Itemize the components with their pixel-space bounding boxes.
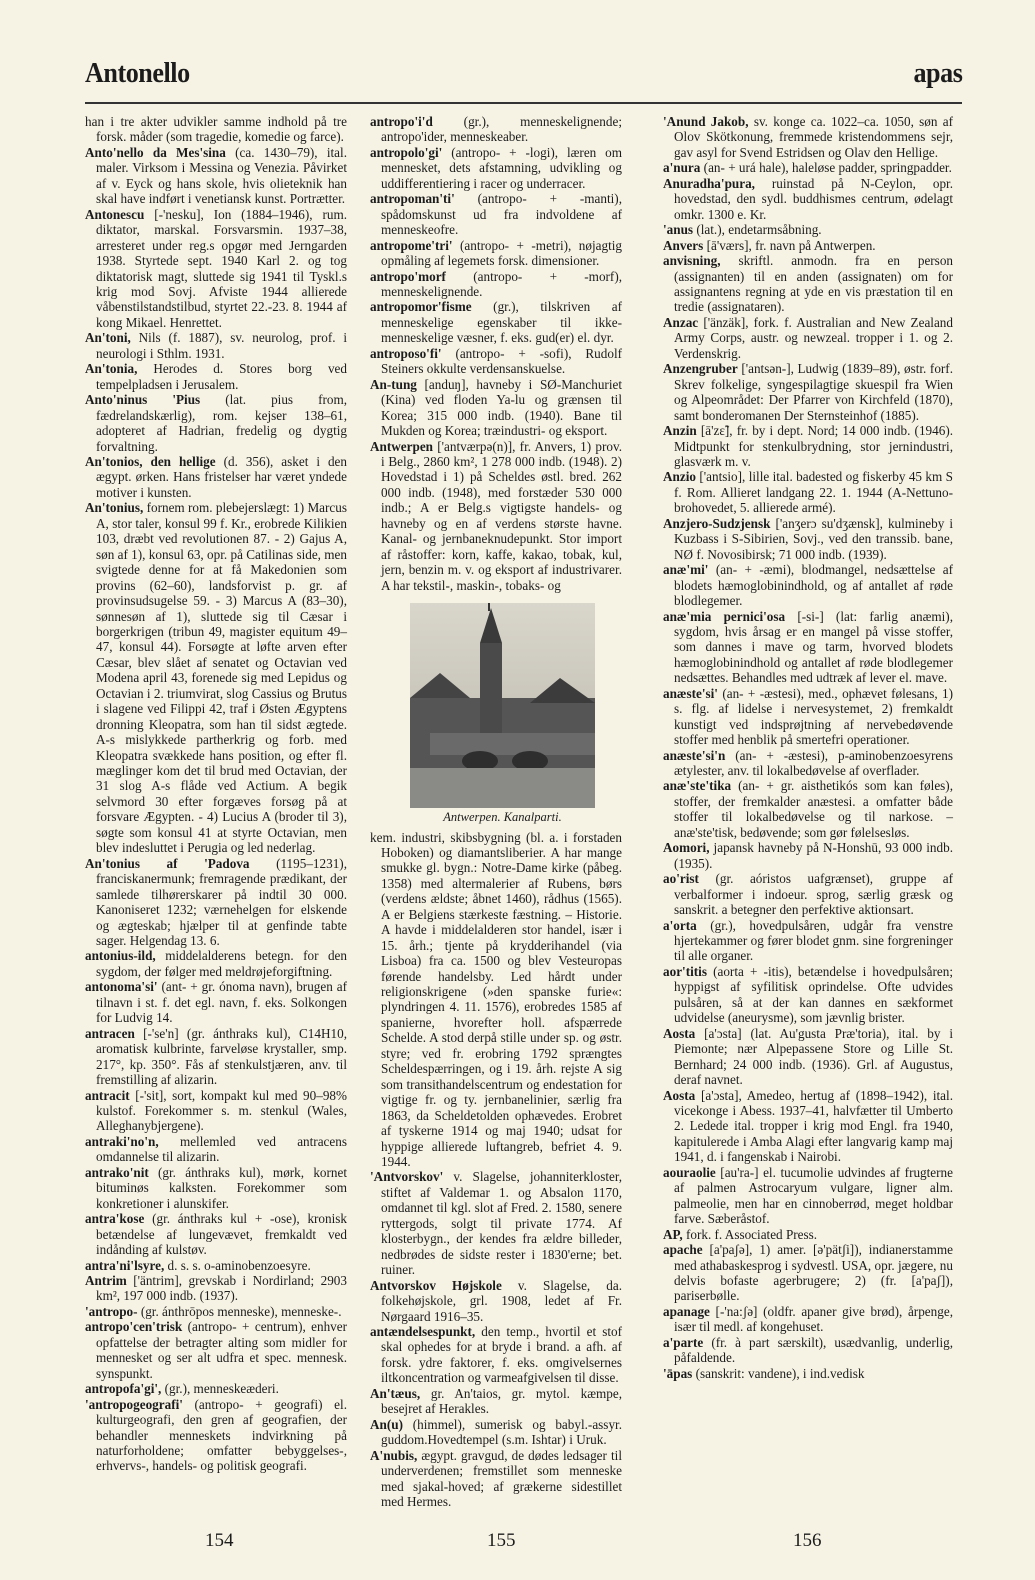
entry-text: (antropo- + geografi) el. kulturgeografi, den gren af geografien, der behandler menneskets indvirkning på naturforholdene; omfatter bebyggelses-, erhvervs-, handels- og politisk geografi. — [96, 1396, 347, 1474]
dictionary-entry — [663, 160, 953, 175]
dictionary-entry — [370, 269, 622, 300]
figure-antwerpen — [410, 603, 595, 825]
entry-text: middelalderens betegn. for den sygdom, der følger med meldrøjeforgiftning. — [96, 948, 348, 979]
entry-text: ['anʒerɔ su'dʒænsk], kulmineby i Kuzbass i S-Sibirien, Sovj., ved den transsib. bane, NØ f. Novosibirsk; 71 000 indb. (1939). — [674, 515, 953, 562]
entry-text: (gr. ánthraks kul), mørk, kornet bituminøs kalksten. Forekommer som konkretioner i alunskifer. — [96, 1164, 348, 1211]
entry-headword: ao'rist — [663, 871, 699, 887]
entry-text: japansk havneby på N-Honshū, 93 000 indb. (1935). — [674, 840, 954, 871]
dictionary-entry — [663, 1227, 953, 1242]
entry-text: kem. industri, skibsbygning (bl. a. i forstaden Hoboken) og diamantsliberier. A har mange smukke gl. bygn.: Notre-Dame kirke (påbeg. 1358) med altermalerier af Rubens, børs (verdens ældste; åbnet 1460), rådhus (1565). A er Belgiens stærkeste fæstning. – Historie. A havde i middelalderen stor handel, især i 15. årh.; tjente på krydderihandel (via Lisboa) fra ca. 1500 og blev Vesteuropas førende handelsby. Led hårdt under religionskrigene (»den spanske furie«: plyndringen 4. 11. 1576), erobredes 1585 af spanierne, hvorefter holl. afspærrede Schelde. A stod derpå stille under sp. og østr. styre; ved fr. erobring 1792 sprængtes Scheldespærringen, og i 19. årh. rejste A sig som transithandelscentrum og endestation for vigtige fr. og ty. jernbanelinier, særlig fra 1863, da Scheldetolden ophævedes. Erobret af tyskerne 1914 og maj 1940; udsat for hyppige allierede luftangreb, befriet 4. 9. 1944. — [370, 829, 622, 1170]
entry-headword: An(u) — [370, 1416, 403, 1432]
entry-text: [a'paʃə], 1) amer. [ə'pätʃi]), indianerstamme med athabaskesprog i sydvestl. USA, opr. jægere, nu delvis bofaste agerbrugere; 2) (fr. [a'paʃ]), pariserbølle. — [674, 1242, 953, 1304]
entry-headword: Anzin — [663, 423, 697, 439]
entry-text: (an- + gr. aisthetikós som kan føles), stoffer, der fremkalder anæstesi. a omfatter både stoffer til lokalbedøvelse og til narkose. – anæ'ste'tisk, bedøvende; som gør følelsesløs. — [674, 778, 953, 840]
entry-headword: a'nura — [663, 160, 701, 176]
entry-text: sv. konge ca. 1022–ca. 1050, søn af Olov Skötkonung, fremmede kristendommens sejr, gav asyl for Svend Estridsen og Olav den Hellige. — [674, 114, 953, 160]
entry-text: [a'ɔsta] (lat. Au'gusta Præ'toria), ital. by i Piemonte; nær Alpepassene Store og Lille St. Bernhard; 24 000 indb. (1936). Grl. af Augustus, deraf navnet. — [674, 1025, 953, 1088]
entry-text: (aorta + -itis), betændelse i hovedpulsåren; hyppigst af syfilitisk oprindelse. Ofte udvides pulsåren, så at der kan dannes en sækformet udvidelse (aneurysme), som jævnlig brister. — [674, 963, 954, 1026]
dictionary-entry — [370, 1169, 622, 1277]
entry-headword: Anvers — [663, 237, 704, 253]
entry-headword: An-tung — [370, 376, 417, 392]
entry-text: (antropo- + -manti), spådomskunst ud fra indvoldene af menneskeofre. — [381, 191, 622, 238]
dictionary-entry — [663, 918, 953, 964]
dictionary-entry — [370, 299, 622, 345]
dictionary-entry — [370, 439, 622, 594]
dictionary-entry — [85, 392, 347, 454]
entry-text: [ā'zɛ̃], fr. by i dept. Nord; 14 000 indb. (1946). Midtpunkt for stenkulbrydning, stor jernindustri, glasværk m. v. — [674, 423, 954, 469]
entry-text: (sanskrit: vandene), i ind.vedisk — [695, 1365, 865, 1381]
dictionary-entry — [85, 1211, 347, 1257]
dictionary-entry — [370, 145, 622, 191]
column-2 — [370, 114, 622, 1509]
entry-text: [-si-] (lat: farlig anæmi), sygdom, hvis årsag er en mangel på visse stoffer, som dannes i mave og tarm, hvorved blodets hæmoglobinindhold og antallet af røde blodlegemer nedsættes. Behandles med udtræk af lever el. mave. — [674, 608, 954, 686]
dictionary-entry — [663, 609, 953, 686]
dictionary-entry — [85, 979, 347, 1025]
entry-headword: An'tonia, — [85, 361, 138, 377]
dictionary-entry — [370, 830, 622, 1170]
entry-headword: 'Anund Jakob, — [663, 114, 749, 129]
dictionary-entry — [663, 1366, 953, 1381]
entry-text: (antropo- + -metri), nøjagtig opmåling af legemets forsk. dimensioner. — [381, 237, 623, 269]
dictionary-entry — [370, 346, 622, 377]
page-number-left: 154 — [205, 1530, 234, 1551]
dictionary-entry — [85, 1165, 347, 1211]
entry-headword: An'toni, — [85, 330, 131, 346]
dictionary-entry — [85, 856, 347, 949]
dictionary-entry — [663, 361, 953, 423]
dictionary-entry — [85, 207, 347, 331]
entry-text: ['antsio], lille ital. badested og fiskerby 45 km S f. Rom. Allieret landgang 22. 1. 1944 (A-Nettuno-brohovedet, 5. allierede armé). — [674, 469, 953, 516]
entry-headword: Anzengruber — [663, 361, 738, 377]
entry-text: (lat.), endetarmsåbning. — [696, 222, 822, 238]
entry-headword: AP, — [663, 1226, 683, 1242]
entry-headword: anæ'ste'tika — [663, 778, 732, 794]
entry-headword: aor'titis — [663, 963, 707, 979]
entry-headword: Antwerpen — [370, 438, 434, 454]
dictionary-entry — [663, 253, 953, 315]
entry-headword: antra'kose — [85, 1211, 145, 1227]
entry-text: (gr.), tilskriven af menneskelige egenskaber til ikke-menneskelige væsner, f. eks. gud(er) el. dyr. — [381, 299, 622, 346]
entry-headword: antropo'i'd — [370, 114, 433, 129]
entry-text: skriftl. anmodn. fra en person (assignanten) til en anden (assignaten) om for assignantens regning at yde en vis præstation til en tredie (assignataren). — [674, 253, 954, 315]
dictionary-entry — [663, 840, 953, 871]
entry-text: v. Slagelse, da. folkehøjskole, grl. 1908, ledet af Fr. Nørgaard 1916–35. — [381, 1277, 623, 1324]
entry-text: han i tre akter udvikler samme indhold på tre forsk. måder (som tragedie, komedie og farce). — [85, 114, 347, 145]
entry-headword: Anto'nello da Mes'sina — [85, 144, 226, 160]
column-3 — [663, 114, 953, 1381]
dictionary-entry — [663, 114, 953, 160]
entry-headword: antrako'nit — [85, 1164, 149, 1180]
entry-text: ruinstad på N-Ceylon, opr. hovedstad, den sydl. buddhismes centrum, ødelagt omkr. 1300 e. Kr. — [674, 175, 953, 222]
entry-headword: apanage — [663, 1303, 710, 1319]
dictionary-entry — [370, 1386, 622, 1417]
entry-headword: antraki'no'n, — [85, 1133, 159, 1149]
entry-text: (gr. ánthraks kul + -ose), kronisk betændelse af lungevævet, fremkaldt ved indånding af kulstøv. — [96, 1211, 348, 1258]
entry-headword: antropo'cen'trisk — [85, 1319, 183, 1335]
entry-text: (antropo- + -sofi), Rudolf Steiners okkulte verdensanskuelse. — [381, 345, 623, 377]
entry-text: [-'nesku], Ion (1884–1946), rum. diktator, marskal. Forsvarsmin. 1937–38, arresteret under reg.s opgør med Jerngarden 1938. Styrtede sept. 1940 Karl 2. og tog diktatorisk magt, sluttede sig 1941 til Tyskl.s krig mod Sovj. Afviste 1944 allierede våbenstilstandstilbud, styrtet 22.-23. 8. 1944 af kong Mikael. Henrettet. — [96, 206, 347, 330]
dictionary-entry — [370, 114, 622, 145]
page-number-middle: 155 — [487, 1530, 516, 1551]
dictionary-entry — [370, 1448, 622, 1510]
entry-headword: antracen — [85, 1025, 135, 1041]
dictionary-entry — [85, 1304, 347, 1319]
dictionary-entry — [663, 516, 953, 562]
entry-headword: Aosta — [663, 1025, 696, 1041]
entry-text: (an- + urá hale), haleløse padder, springpadder. — [703, 160, 952, 176]
entry-headword: a'parte — [663, 1334, 704, 1350]
entry-headword: antroposo'fi' — [370, 345, 442, 361]
entry-text: [-'sit], sort, kompakt kul med 90–98% kulstof. Forekommer s. m. stenkul (Wales, Alleghanybjergene). — [96, 1087, 348, 1134]
entry-headword: Anzio — [663, 469, 696, 485]
dictionary-entry — [663, 964, 953, 1026]
entry-text: (antropo- + -logi), læren om mennesket, dets afstamning, udvikling og uddifferentiering i racer og underracer. — [381, 144, 623, 191]
entry-headword: antropolo'gi' — [370, 144, 443, 160]
entry-text: ['antsən-], Ludwig (1839–89), østr. forf. Skrev folkelige, syngespilagtige skuespil fra Wien og Alpeområdet: Der Pfarrer von Kirchfeld (1870), samt bonderomanen Der Sternsteinhof (1885). — [674, 361, 953, 423]
dictionary-entry — [370, 377, 622, 439]
dictionary-entry — [85, 1134, 347, 1165]
header-first-word: Antonello — [85, 57, 190, 89]
dictionary-entry — [85, 145, 347, 207]
header-rule — [85, 102, 962, 104]
entry-headword: anæste'si'n — [663, 747, 726, 763]
dictionary-entry — [85, 1026, 347, 1088]
entry-text: den temp., hvortil et stof skal ophedes for at bryde i brand. a afh. af forsk. ydre faktorer, f. eks. omgivelsernes iltkoncentration og varmeafgivelsen til disse. — [381, 1324, 623, 1386]
entry-text: (an- + -æstesi), p-aminobenzoesyrens ætylester, anv. til lokalbedøvelse af overflader. — [674, 747, 953, 779]
entry-text: [-'na:ʃə] (oldfr. apaner give brød), årpenge, især til medl. af kongehuset. — [674, 1303, 953, 1335]
dictionary-entry — [663, 238, 953, 253]
entry-headword: Anzjero-Sudzjensk — [663, 515, 771, 531]
entry-headword: apache — [663, 1242, 703, 1258]
dictionary-entry — [370, 1278, 622, 1324]
entry-text: (gr.), hovedpulsåren, udgår fra venstre hjertekammer og fører blodet gnm. sine forgreninger til alle organer. — [674, 917, 954, 964]
entry-headword: 'antropogeografi' — [85, 1396, 183, 1412]
entry-text: (an- + -æmi), blodmangel, nedsættelse af blodets hæmoglobinindhold, og af antallet af røde blodlegemer. — [674, 562, 953, 609]
entry-text: fork. f. Associated Press. — [685, 1226, 818, 1242]
entry-text: (ant- + gr. ónoma navn), brugen af tilnavn i st. f. det egl. navn, f. eks. Solkongen for Ludvig 14. — [96, 979, 348, 1026]
entry-headword: An'tonius af 'Padova — [85, 855, 250, 871]
entry-headword: aouraolie — [663, 1164, 716, 1180]
entry-headword: antropomor'fisme — [370, 299, 472, 315]
entry-text: gr. An'taios, gr. mytol. kæmpe, besejret af Herakles. — [381, 1385, 622, 1417]
dictionary-entry — [663, 748, 953, 779]
dictionary-entry — [663, 778, 953, 840]
entry-headword: antracit — [85, 1087, 130, 1103]
entry-headword: Anto'ninus 'Pius — [85, 392, 201, 408]
entry-text: [a'ɔsta], Amedeo, hertug af (1898–1942), ital. vicekonge i Abess. 1937–41, halvfætter til Umberto 2. Ledede ital. tropper i krig mod Engl. fra 1940, kapitulerede i Amba Alagi efter langvarig kamp maj 1941, d. i fangenskab i Nairobi. — [674, 1087, 953, 1165]
entry-text: (gr.), menneskelignende; antropo'ider, menneskeaber. — [381, 114, 622, 145]
dictionary-entry — [85, 1273, 347, 1304]
entry-headword: anæ'mi' — [663, 562, 709, 578]
entry-text: ægypt. gravgud, de dødes ledsager til underverdenen; fremstillet som menneske med sjakal-hoved; af grækerne sidestillet med Hermes. — [381, 1447, 622, 1509]
entry-headword: Aosta — [663, 1087, 696, 1103]
entry-text: Herodes d. Stores borg ved tempelpladsen i Jerusalem. — [96, 361, 348, 392]
entry-text: (fr. à part særskilt), usædvanlig, underlig, påfaldende. — [674, 1334, 953, 1366]
dictionary-entry — [85, 500, 347, 855]
dictionary-entry — [85, 1319, 347, 1381]
column-1 — [85, 114, 347, 1474]
entry-text: ['antværpə(n)], fr. Anvers, 1) prov. i Belg., 2860 km², 1 278 000 indb. (1948). 2) Hovedstad i 1) på Scheldes østl. bred. 262 000 indb. (1948), med forstæder 530 000 indb.; A er Belg.s vigtigste handels- og havneby og en af verdens største havne. Kanal- og jernbaneknudepunkt. Stor import af råstoffer: korn, kaffe, kakao, tobak, kul, jern, benzin m. v. og eksport af industrivarer. A har tekstil-, maskin-, tobaks- og — [381, 438, 623, 593]
entry-text: v. Slagelse, johanniterkloster, stiftet af Valdemar 1. og Absalon 1170, omdannet til kgl. slot af Fred. 2. 1580, senere ryttergods, solgt til private 1774. Af klosterbygn., der kendes fra ældre billeder, nedbrødes de sidste rester i 1830'erne; bet. ruiner. — [381, 1169, 623, 1278]
dictionary-entry — [663, 871, 953, 917]
entry-headword: 'āpas — [663, 1365, 693, 1381]
entry-headword: An'tonios, den hellige — [85, 453, 216, 469]
dictionary-entry — [370, 1324, 622, 1386]
entry-headword: An'tæus, — [370, 1385, 421, 1401]
entry-headword: antra'ni'lsyre, — [85, 1257, 165, 1273]
entry-text: (an- + -æstesi), med., ophævet følesans, 1) s. flg. af lidelse i nervesystemet, 2) fremkaldt kunstigt ved indsprøjtning af nervebedøvende stoffer med henblik på smertefri operationer. — [674, 685, 953, 748]
dictionary-entry — [85, 454, 347, 500]
entry-headword: antændelsespunkt, — [370, 1324, 476, 1339]
entry-text: mellemled ved antracens omdannelse til alizarin. — [96, 1133, 347, 1165]
entry-headword: antonoma'si' — [85, 979, 158, 995]
entry-text: [-'se'n] (gr. ánthraks kul), C14H10, aromatisk kulbrinte, farveløse krystaller, smp. 217°, kp. 350°. Fås af stenkulstjæren, anv. til fremstilling af alizarin. — [96, 1025, 347, 1088]
entry-headword: 'antropo- — [85, 1303, 138, 1319]
entry-headword: antropome'tri' — [370, 237, 453, 253]
dictionary-entry — [663, 423, 953, 469]
entry-headword: antonius-ild, — [85, 948, 156, 964]
entry-headword: anæste'si' — [663, 685, 718, 701]
page-number-right: 156 — [793, 1530, 822, 1551]
dictionary-entry — [663, 686, 953, 748]
entry-headword: Aomori, — [663, 840, 710, 856]
entry-headword: antropofa'gi', — [85, 1381, 162, 1397]
entry-text: (antropo- + -morf), menneskelignende. — [381, 268, 623, 299]
dictionary-entry — [370, 191, 622, 237]
entry-headword: Antonescu — [85, 206, 145, 222]
antwerpen-canal-photo — [410, 603, 595, 808]
entry-text: fornem rom. plebejerslægt: 1) Marcus A, stor taler, konsul 99 f. Kr., erobrede Kilikien 103, dræbt ved revolutionen 87. - 2) Gajus A, søn af 1), konsul 63, opr. på Catilinas side, men svigtede denne for at få Makedonien som provins (62–60), landsforvist p. gr. af provinsudsugelse 59. - 3) Marcus A (83–30), sønnesøn af 1), sluttede sig til Cæsar i borgerkrigen (tribun 49, magister equitum 49–47, konsul 44). Forsøgte at løfte arven efter Cæsar, blev slået af senatet og Octavian ved Modena april 43, forenede sig med Lepidus og Octavian i 2. triumvirat, slog Cassius og Brutus i slagene ved Filippi 42, traf i Østen Ægyptens dronning Kleopatra, som han til sidst ægtede. A-s mislykkede partherkrig og forb. med Kleopatra svækkede hans position, og efter fl. mæglinger kom det til brud med Octavian, der 31 slog A-s flåde ved Actium. A begik selvmord 30 efter forgæves forsøg på at forsvare Ægypten. - 4) Lucius A (broder til 3), søgte som konsul 41 at styrte Octavian, men blev indesluttet i Perugia og led nederlag. — [96, 500, 348, 856]
dictionary-entry — [85, 1397, 347, 1474]
dictionary-entry — [663, 1088, 953, 1165]
entry-headword: An'tonius, — [85, 500, 144, 516]
entry-headword: Antvorskov Højskole — [370, 1277, 502, 1293]
dictionary-entry — [370, 238, 622, 269]
entry-text: (lat. pius from, fædrelandskærlig), rom. kejser 138–61, adopteret af Hadrian, fredelig og dygtig forvaltning. — [96, 392, 347, 454]
dictionary-entry — [663, 1242, 953, 1304]
running-header — [85, 52, 962, 120]
entry-headword: anæ'mia pernici'osa — [663, 608, 786, 624]
entry-text: [ā'værs], fr. navn på Antwerpen. — [706, 237, 876, 253]
entry-headword: A'nubis, — [370, 1447, 418, 1463]
dictionary-entry — [370, 1417, 622, 1448]
entry-headword: a'orta — [663, 917, 697, 933]
header-last-word: apas — [913, 57, 962, 89]
entry-text: (ca. 1430–79), ital. maler. Virksom i Messina og Venezia. Påvirket af v. Eyck og hans skole, hvis olieteknik han skal have indført i venetiansk kunst. Portrætter. — [96, 144, 347, 207]
entry-headword: Anzac — [663, 314, 699, 330]
entry-headword: 'Antvorskov' — [370, 1169, 444, 1185]
dictionary-entry — [663, 1304, 953, 1335]
column-2-top — [370, 114, 622, 593]
column-2-bottom — [370, 830, 622, 1510]
entry-headword: Antrim — [85, 1272, 127, 1288]
dictionary-entry — [85, 1088, 347, 1134]
dictionary-entry — [663, 1165, 953, 1227]
dictionary-entry — [663, 222, 953, 237]
entry-text: (himmel), sumerisk og babyl.-assyr. guddom.Hovedtempel (s.m. Ishtar) i Uruk. — [381, 1416, 622, 1448]
entry-text: ['änzäk], fork. f. Australian and New Zealand Army Corps, austr. og newzeal. tropper i 1. og 2. Verdenskrig. — [674, 314, 953, 361]
dictionary-entry — [663, 315, 953, 361]
dictionary-entry — [663, 1335, 953, 1366]
dictionary-entry — [85, 948, 347, 979]
entry-text: (gr. ánthrōpos menneske), menneske-. — [140, 1303, 342, 1319]
dictionary-entry — [663, 562, 953, 608]
entry-text: (gr. aóristos uafgrænset), gruppe af verbalformer i indoeur. sprog, særlig græsk og sanskrit. a betegner den perfektive aktionsart. — [674, 871, 954, 918]
entry-text: ['äntrim], grevskab i Nordirland; 2903 km², 197 000 indb. (1937). — [96, 1272, 347, 1304]
entry-text: (d. 356), asket i den ægypt. ørken. Hans fristelser har været yndede motiver i kunsten. — [96, 453, 347, 500]
entry-text: (gr.), menneskeæderi. — [164, 1381, 279, 1397]
entry-text: Nils (f. 1887), sv. neurolog, prof. i neurologi i Sthlm. 1931. — [96, 330, 347, 361]
dictionary-entry — [85, 1258, 347, 1273]
dictionary-entry — [663, 176, 953, 222]
entry-headword: antropoman'ti' — [370, 191, 455, 207]
dictionary-entry — [663, 1026, 953, 1088]
entry-text: (1195–1231), franciskanermunk; fremragende prædikant, der samlede tilhørerskarer på indtil 30 000. Kanoniseret 1232; værnehelgen for elskende og ægteskab; hjælper til at genfinde tabte sager. Helgendag 13. 6. — [96, 855, 347, 949]
entry-headword: anvisning, — [663, 253, 721, 269]
entry-headword: antropo'morf — [370, 268, 446, 284]
dictionary-entry — [663, 469, 953, 515]
figure-caption: Antwerpen. Kanalparti. — [443, 810, 562, 825]
dictionary-entry — [85, 330, 347, 361]
entry-text: (antropo- + centrum), enhver opfattelse der betragter alting som midler for mennesket og ser alt udfra et spec. mennesk. synspunkt. — [96, 1319, 348, 1381]
dictionary-entry — [85, 1381, 347, 1396]
entry-text: d. s. s. o-aminobenzoesyre. — [167, 1257, 311, 1273]
entry-headword: Anuradha'pura, — [663, 175, 755, 191]
entry-headword: 'anus — [663, 222, 694, 238]
dictionary-entry — [85, 361, 347, 392]
entry-text: [au'ra-] el. tucumolie udvindes af frugterne af palmen Astrocaryum vulgare, ligner alm. palmeolie, men har en cinnoberrød, meget holdbar farve. Sæberåstof. — [674, 1164, 954, 1227]
dictionary-entry — [85, 114, 347, 145]
entry-text: [anduŋ], havneby i SØ-Manchuriet (Kina) ved floden Ya-lu og grænsen til Korea; 315 000 indb. (1940). Bane til Mukden og Korea; træindustri- og eksport. — [381, 376, 622, 439]
